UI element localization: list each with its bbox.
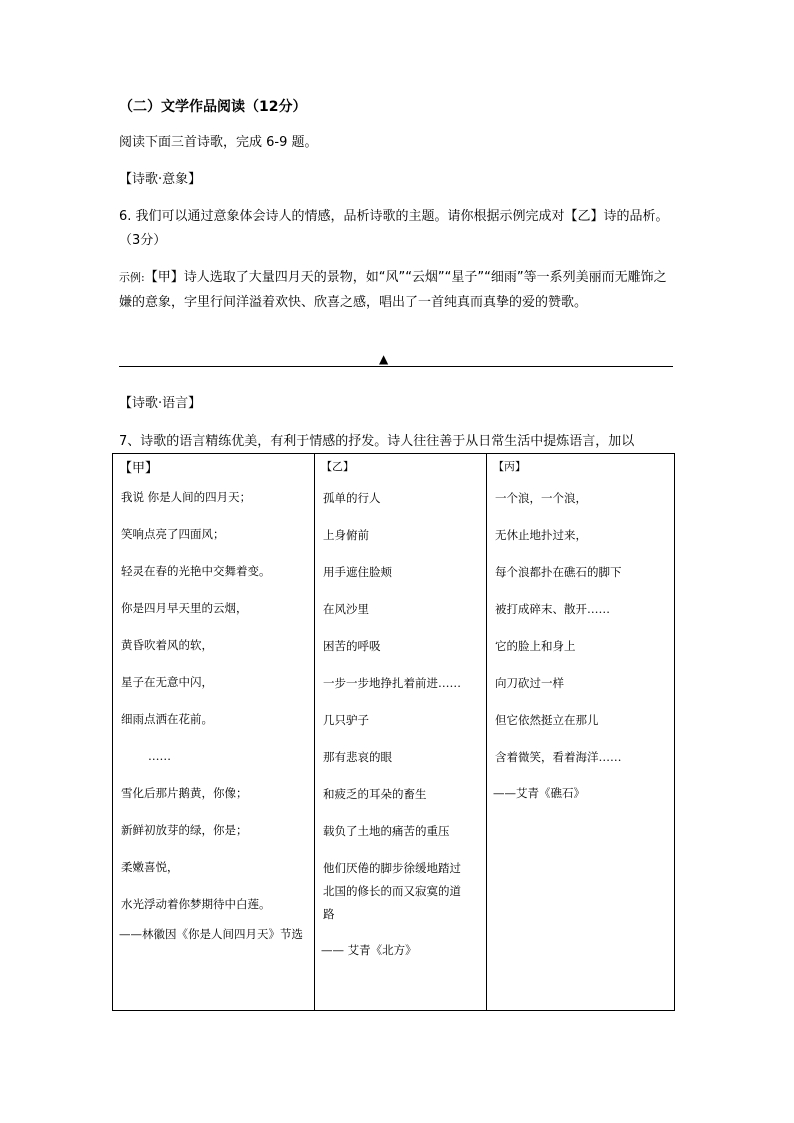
poem-line: 他们厌倦的脚步徐缓地踏过北国的修长的而又寂寞的道路 — [323, 861, 461, 921]
poem-line: 星子在无意中闪， — [121, 675, 213, 689]
poem-line: 载负了土地的痛苦的重压 — [323, 824, 450, 838]
poem-jia-heading: 【甲】 — [119, 461, 159, 476]
poem-line: 那有悲哀的眼 — [323, 750, 392, 764]
poem-line: 无休止地扑过来， — [495, 528, 587, 542]
section-title: （二）文学作品阅读（12分） — [119, 99, 307, 115]
poem-line: 雪化后那片鹅黄，你像； — [121, 786, 248, 800]
poem-line: 用手遮住脸颊 — [323, 565, 392, 579]
reading-instruction: 阅读下面三首诗歌，完成 6-9 题。 — [119, 135, 318, 150]
question-6: 6. 我们可以通过意象体会诗人的情感，品析诗歌的主题。请你根据示例完成对【乙】诗的品析。（3分） — [119, 209, 669, 248]
answer-line[interactable] — [119, 366, 673, 367]
poem-line: 轻灵在春的光艳中交舞着变。 — [121, 564, 271, 578]
poem-line: 柔嫩喜悦， — [121, 860, 179, 874]
example-label: 示例: — [119, 271, 145, 284]
poem-line: 细雨点洒在花前。 — [121, 712, 213, 726]
poem-line: 新鲜初放芽的绿，你是； — [121, 823, 248, 837]
poem-yi-cell — [315, 454, 487, 1011]
poem-line: 我说 你是人间的四月天； — [121, 490, 252, 504]
answer-marker: ▲ — [379, 352, 389, 366]
poems-table — [112, 453, 675, 1011]
poem-yi-attribution: —— 艾青《北方》 — [321, 943, 417, 957]
poem-line: 和疲乏的耳朵的畜生 — [323, 787, 427, 801]
poem-line: 每个浪都扑在礁石的脚下 — [495, 565, 622, 579]
poem-jia-attribution: ——林徽因《你是人间四月天》节选 — [119, 927, 303, 941]
example-paragraph — [119, 265, 679, 315]
poem-bing-attribution: ——艾青《礁石》 — [493, 786, 585, 800]
poem-line: 一个浪，一个浪， — [495, 491, 587, 505]
poem-line: 孤单的行人 — [323, 491, 381, 505]
poem-yi-heading: 【乙】 — [321, 460, 354, 473]
poem-line: 被打成碎末、散开…… — [495, 602, 610, 616]
imagery-tag: 【诗歌·意象】 — [119, 172, 202, 187]
poem-line: 含着微笑，看着海洋…… — [495, 750, 622, 764]
poem-line: 笑响点亮了四面风； — [121, 527, 225, 541]
language-tag: 【诗歌·语言】 — [119, 396, 202, 411]
poem-line: 一步一步地挣扎着前进…… — [323, 676, 461, 690]
poem-jia-cell — [113, 454, 315, 1011]
poem-line: 水光浮动着你梦期待中白莲。 — [121, 897, 271, 911]
poem-line: 几只驴子 — [323, 713, 369, 727]
poem-bing-heading: 【丙】 — [493, 460, 526, 473]
poem-line: 上身俯前 — [323, 528, 369, 542]
example-text: 【甲】诗人选取了大量四月天的景物，如“风”“云烟”“星子”“细雨”等一系列美丽而无雕饰之嫌的意象，字里行间洋溢着欢快、欣喜之感，唱出了一首纯真而真挚的爱的赞歌。 — [119, 270, 667, 310]
poem-line: 黄昏吹着风的软， — [121, 638, 213, 652]
poem-line: 它的脸上和身上 — [495, 639, 576, 653]
poem-line: 困苦的呼吸 — [323, 639, 381, 653]
poem-ellipsis: …… — [148, 749, 171, 763]
poem-line: 你是四月早天里的云烟， — [121, 601, 248, 615]
poem-line: 在风沙里 — [323, 602, 369, 616]
poem-bing-cell — [487, 454, 675, 1011]
poem-line: 向刀砍过一样 — [495, 676, 564, 690]
question-7: 7、诗歌的语言精练优美，有利于情感的抒发。诗人往往善于从日常生活中提炼语言，加以 — [119, 434, 635, 449]
poem-line: 但它依然挺立在那儿 — [495, 713, 599, 727]
